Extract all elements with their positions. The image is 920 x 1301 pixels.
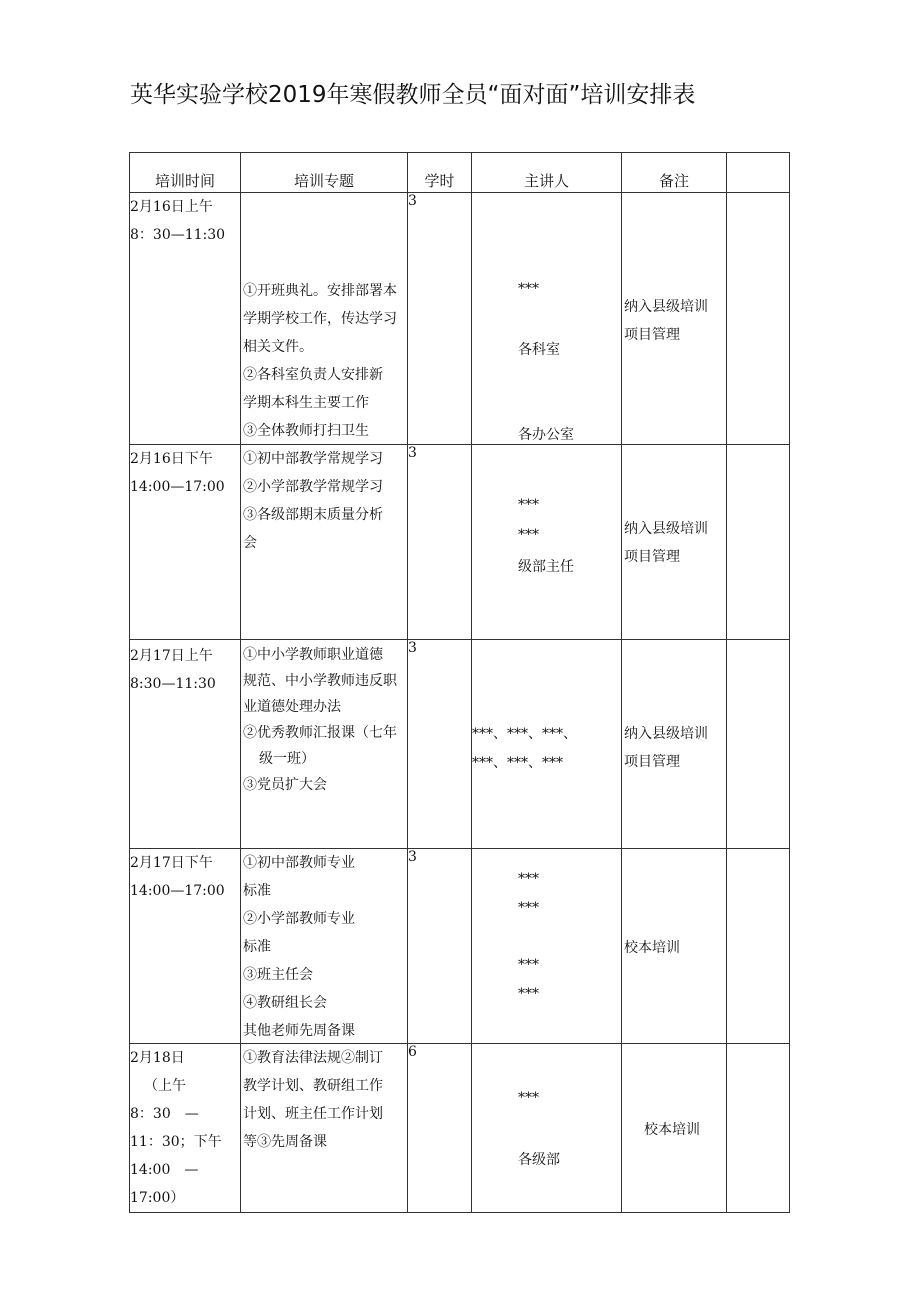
time-line: 8：30—11:30 <box>130 227 226 243</box>
topic-cell <box>241 1044 408 1213</box>
time-line: （上午 <box>144 1078 186 1094</box>
header-cell-hours <box>408 153 472 193</box>
time-line: 14:00 — <box>130 1162 199 1178</box>
speaker-line: ***、***、***、 <box>472 726 577 742</box>
topic-cell <box>241 193 408 445</box>
note-line: 纳入县级培训 <box>624 521 708 537</box>
time-cell <box>130 445 241 640</box>
speaker-cell <box>472 640 622 849</box>
topic-line: 相关文件。 <box>243 339 313 355</box>
speaker-line: 级部主任 <box>518 559 574 575</box>
header-cell-topic <box>241 153 408 193</box>
note-line: 纳入县级培训 <box>624 726 708 742</box>
speaker-line: *** <box>518 527 539 543</box>
time-line: 11：30；下午 <box>130 1134 222 1150</box>
note-cell <box>622 193 727 445</box>
speaker-cell <box>472 849 622 1044</box>
hours-value: 6 <box>408 1044 417 1060</box>
topic-line: ①初中部教学常规学习 <box>243 451 383 467</box>
topic-line: 其他老师先周备课 <box>243 1023 355 1039</box>
time-line: 2月17日上午 <box>130 648 213 664</box>
time-cell <box>130 193 241 445</box>
topic-cell <box>241 640 408 849</box>
time-line: 2月18日 <box>130 1050 185 1066</box>
table-row <box>130 640 790 849</box>
time-cell <box>130 640 241 849</box>
header-time: 培训时间 <box>154 172 215 190</box>
speaker-line: *** <box>518 957 539 973</box>
header-cell-speaker <box>472 153 622 193</box>
topic-line: 规范、中小学教师违反职 <box>243 673 397 689</box>
header-note: 备注 <box>658 172 689 190</box>
header-cell-note <box>622 153 727 193</box>
speaker-line: *** <box>518 281 539 297</box>
empty-cell <box>727 193 790 445</box>
topic-line: ③全体教师打扫卫生 <box>243 423 369 439</box>
time-line: 14:00—17:00 <box>130 479 225 495</box>
note-line: 项目管理 <box>624 754 680 770</box>
topic-line: ①开班典礼。安排部署本 <box>243 283 397 299</box>
note-cell <box>622 445 727 640</box>
speaker-line: 各办公室 <box>518 427 574 443</box>
topic-line: ②各科室负责人安排新 <box>243 367 383 383</box>
topic-line: 会 <box>243 535 257 551</box>
speaker-line: *** <box>518 986 539 1002</box>
empty-cell <box>727 445 790 640</box>
table-row <box>130 445 790 640</box>
table-row <box>130 1044 790 1213</box>
topic-line: 学期学校工作，传达学习 <box>243 311 397 327</box>
speaker-line: *** <box>518 497 539 513</box>
topic-line: ②小学部教学常规学习 <box>243 479 383 495</box>
topic-line: 教学计划、教研组工作 <box>243 1078 383 1094</box>
speaker-line: *** <box>518 900 539 916</box>
hours-cell <box>408 849 472 1044</box>
empty-cell <box>727 1044 790 1213</box>
time-line: 14:00—17:00 <box>130 883 225 899</box>
header-topic: 培训专题 <box>293 172 354 190</box>
topic-line: 标准 <box>243 883 271 899</box>
topic-cell <box>241 849 408 1044</box>
topic-line: ①中小学教师职业道德 <box>243 647 383 663</box>
speaker-line: 各级部 <box>518 1152 560 1168</box>
hours-cell <box>408 640 472 849</box>
hours-value: 3 <box>408 193 417 209</box>
speaker-line: *** <box>518 871 539 887</box>
topic-line: 标准 <box>243 939 271 955</box>
note-cell <box>622 640 727 849</box>
hours-cell <box>408 445 472 640</box>
topic-line: 业道德处理办法 <box>243 699 341 715</box>
header-speaker: 主讲人 <box>523 172 569 190</box>
page-title: 英华实验学校2019年寒假教师全员“面对面”培训安排表 <box>130 82 696 108</box>
topic-line: 学期本科生主要工作 <box>243 395 369 411</box>
note-line: 校本培训 <box>624 940 680 956</box>
header-cell-time <box>130 153 241 193</box>
topic-line: ④教研组长会 <box>243 995 327 1011</box>
time-line: 2月16日上午 <box>130 199 213 215</box>
header-cell-empty <box>727 153 790 193</box>
table-row <box>130 849 790 1044</box>
topic-line: ③班主任会 <box>243 967 313 983</box>
schedule-table <box>129 152 790 1213</box>
topic-cell <box>241 445 408 640</box>
time-line: 8:30—11:30 <box>130 676 216 692</box>
header-row <box>130 153 790 193</box>
speaker-cell <box>472 445 622 640</box>
time-line: 17:00） <box>130 1190 185 1206</box>
time-line: 8：30 — <box>130 1106 199 1122</box>
note-line: 项目管理 <box>624 327 680 343</box>
topic-line: 等③先周备课 <box>243 1134 327 1150</box>
table-row <box>130 193 790 445</box>
topic-line: ②小学部教师专业 <box>243 911 355 927</box>
topic-line: 计划、班主任工作计划 <box>243 1106 383 1122</box>
topic-line: ②优秀教师汇报课（七年 <box>243 725 397 741</box>
time-line: 2月16日下午 <box>130 451 213 467</box>
topic-line: ③各级部期末质量分析 <box>243 507 383 523</box>
note-cell <box>622 1044 727 1213</box>
topic-line: ①教育法律法规②制订 <box>243 1050 383 1066</box>
speaker-line: ***、***、*** <box>472 755 563 771</box>
speaker-line: *** <box>518 1090 539 1106</box>
hours-value: 3 <box>408 849 417 865</box>
header-hours: 学时 <box>424 172 455 190</box>
empty-cell <box>727 849 790 1044</box>
speaker-line: 各科室 <box>518 342 560 358</box>
hours-value: 3 <box>408 640 417 656</box>
note-cell <box>622 849 727 1044</box>
speaker-cell <box>472 1044 622 1213</box>
topic-line: ③党员扩大会 <box>243 777 327 793</box>
hours-value: 3 <box>408 445 417 461</box>
topic-line: ①初中部教师专业 <box>243 855 355 871</box>
time-line: 2月17日下午 <box>130 855 213 871</box>
topic-line: 级一班） <box>259 751 315 767</box>
note-line: 纳入县级培训 <box>624 299 708 315</box>
note-line: 项目管理 <box>624 549 680 565</box>
hours-cell <box>408 1044 472 1213</box>
time-cell <box>130 849 241 1044</box>
time-cell <box>130 1044 241 1213</box>
note-line: 校本培训 <box>644 1122 700 1138</box>
empty-cell <box>727 640 790 849</box>
speaker-cell <box>472 193 622 445</box>
hours-cell <box>408 193 472 445</box>
